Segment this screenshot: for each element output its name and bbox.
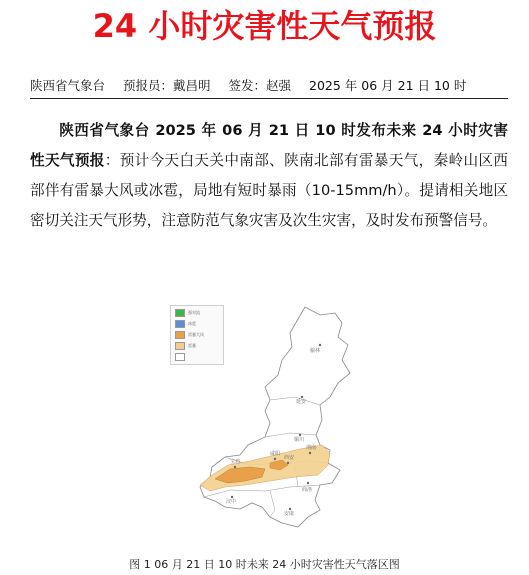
legend-item: 雷暴 (175, 342, 196, 350)
shaanxi-map (170, 305, 370, 530)
legend-item: 雷暴大风 (175, 331, 204, 339)
figure-caption: 图 1 06 月 21 日 10 时未来 24 小时灾害性天气落区图 (129, 558, 400, 571)
issuer: 陕西省气象台 (30, 78, 106, 93)
legend-item: 强对流 (175, 309, 200, 317)
city-label: 商洛 (302, 487, 313, 493)
city-label: 西安 (284, 455, 295, 461)
page-title: 24 小时灾害性天气预报 (92, 7, 437, 45)
forecaster: 预报员：戴昌明 (123, 78, 211, 93)
legend-item: 冰雹 (175, 320, 196, 328)
issue-datetime: 2025 年 06 月 21 日 10 时 (309, 78, 467, 93)
city-label: 榆林 (310, 348, 321, 354)
signer: 签发：赵强 (228, 78, 292, 93)
forecast-lead: 陕西省气象台 2025 年 06 月 21 日 10 时发布未来 24 小时灾害性天气预报 (30, 122, 508, 169)
forecast-text (30, 116, 508, 236)
forecast-body: ：预计今天白天关中南部、陕南北部有雷暴天气，秦岭山区西部伴有雷暴大风或冰雹，局地有短时暴雨（10-15mm/h）。提请相关地区密切关注天气形势，注意防范气象灾害及次生灾害，及时发布预警信号。 (30, 152, 508, 229)
city-label: 安康 (284, 511, 295, 517)
city-label: 铜川 (294, 437, 305, 443)
city-label: 汉中 (226, 499, 237, 505)
province-outline (200, 307, 350, 527)
city-label: 宝鸡 (230, 459, 241, 465)
issue-meta (30, 76, 508, 99)
forecast-map (170, 305, 370, 530)
city-label: 渭南 (306, 445, 317, 451)
city-label: 咸阳 (270, 451, 281, 457)
city-label: 延安 (296, 399, 307, 405)
